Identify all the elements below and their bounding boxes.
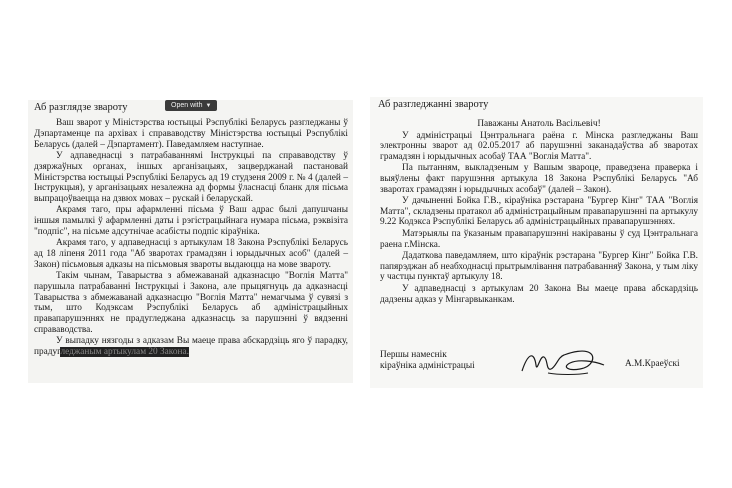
left-letter-body <box>34 118 348 358</box>
signatory-position-line2: кіраўніка адміністрацыі <box>380 360 475 371</box>
handwritten-signature <box>518 345 608 379</box>
right-paragraph-4: Матэрыялы па ўказаным правапарушэнні накіраваны ў суд Цэнтральнага раена г.Мінска. <box>380 228 698 250</box>
right-letter <box>370 97 703 388</box>
chevron-down-icon: ▼ <box>205 103 212 109</box>
right-paragraph-6: У адпаведнасці з артыкулам 20 Закона Вы маеце права абскардзіць дадзены адказ у Мінгарвыканкам. <box>380 283 698 305</box>
right-paragraph-2: Па пытанням, выкладзеным у Вашым звароце, праведзена праверка і выяўлены факт парушэння артыкула 18 Закона Рэспублікі Беларусь "Аб зваротах грамадзян і юрыдычных асобаў" (далей – Закон). <box>380 163 698 195</box>
left-paragraph-3: Акрамя таго, пры афармленні пісьма ў Ваш адрас былі дапушчаны іншыя памылкі ў афармленні даты і рэгістрацыйнага нумара пісьма, рэквізіта "подпіс", на пісьме адсутнічае асабісты подпіс кіраўніка. <box>34 205 348 238</box>
left-paragraph-5: Такім чынам, Таварыства з абмежаванай адказнасцю "Воглія Матта" парушыла патрабаванні Інструкцыі і Закона, але прыцягнуць да адказнасці Таварыства з абмежаванай адказнасцю "Воглія Матта" немагчыма ў сувязі з тым, што Кодэксам Рэспублікі Беларусь аб адміністрацыйных правапарушэннях не прадугледжана адказнасць за парушэнні ў вядзенні справаводства. <box>34 270 348 336</box>
open-with-button[interactable] <box>165 100 217 111</box>
left-paragraph-6-start: У выпадку нязгоды з адказам Вы маеце права абскардзіць яго ў парадку, прадуг <box>34 336 348 358</box>
left-letter-title: Аб разглядзе звароту <box>34 102 128 113</box>
left-paragraph-6 <box>34 336 348 358</box>
signatory-position-line1: Першы намеснік <box>380 350 447 360</box>
left-letter <box>28 100 353 383</box>
signatory-name: А.М.Краеўскі <box>625 359 680 369</box>
right-letter-title: Аб разгледжанні звароту <box>378 99 489 110</box>
greeting: Паважаны Анатоль Васільевіч! <box>477 119 601 129</box>
left-paragraph-1: Ваш зварот у Міністэрства юстыцыі Рэспублікі Беларусь разгледжаны ў Дэпартаменце па архівах і справаводству Міністэрства юстыцыі Рэспублікі Беларусь (далей – Дэпартамент). Паведамляем наступнае. <box>34 118 348 150</box>
right-paragraph-5: Дадаткова паведамляем, што кіраўнік рэстарана "Бургер Кінг" Бойка Г.В. папярэджан аб неабходнасці прытрымлівання патрабаванняў Закона, у тым ліку у частцы пунктаў артыкулу 18. <box>380 251 698 283</box>
left-paragraph-4: Акрамя таго, у адпаведнасці з артыкулам 18 Закона Рэспублікі Беларусь ад 18 ліпеня 2011 года "Аб зваротах грамадзян і юрыдычных асоб" (далей – Закон) пісьмовыя адказы на пісьмовыя звароты выдаюцца на мове звароту. <box>34 237 348 270</box>
left-paragraph-2: У адпаведнасці з патрабаваннямі Інструкцыі па справаводству ў дзяржаўных органах, іншых арганізацыях, зацверджанай пастановай Міністэрства юстыцыі Рэспублікі Беларусь ад 19 студзеня 2009 г. № 4 (далей – Інструкцыя), у арганізацыях незалежна ад формы ўласнасці бланк для пісьма выпрацоўваецца на дзвюх мовах – рускай і беларускай. <box>34 150 348 205</box>
right-paragraph-3: У дачыненні Бойка Г.В., кіраўніка рэстарана "Бургер Кінг" ТАА "Воглія Матта", складзены пратакол аб адміністрацыйным правапарушэнні па артыкулу 9.22 Кодэкса Рэспублікі Беларусь аб адміністрацыйных правапарушэннях. <box>380 196 698 228</box>
right-letter-body <box>380 119 698 306</box>
redaction-mark: леджаным артыкулам 20 Закона. <box>60 347 189 358</box>
right-paragraph-1: У адміністрацыі Цэнтральнага раёна г. Мінска разгледжаны Ваш электронны зварот ад 02.05.2017 аб парушэнні заканадаўства аб зваротах грамадзян і юрыдычных асобаў ТАА "Воглія Матта". <box>380 130 698 162</box>
open-with-label: Open with <box>171 102 203 109</box>
